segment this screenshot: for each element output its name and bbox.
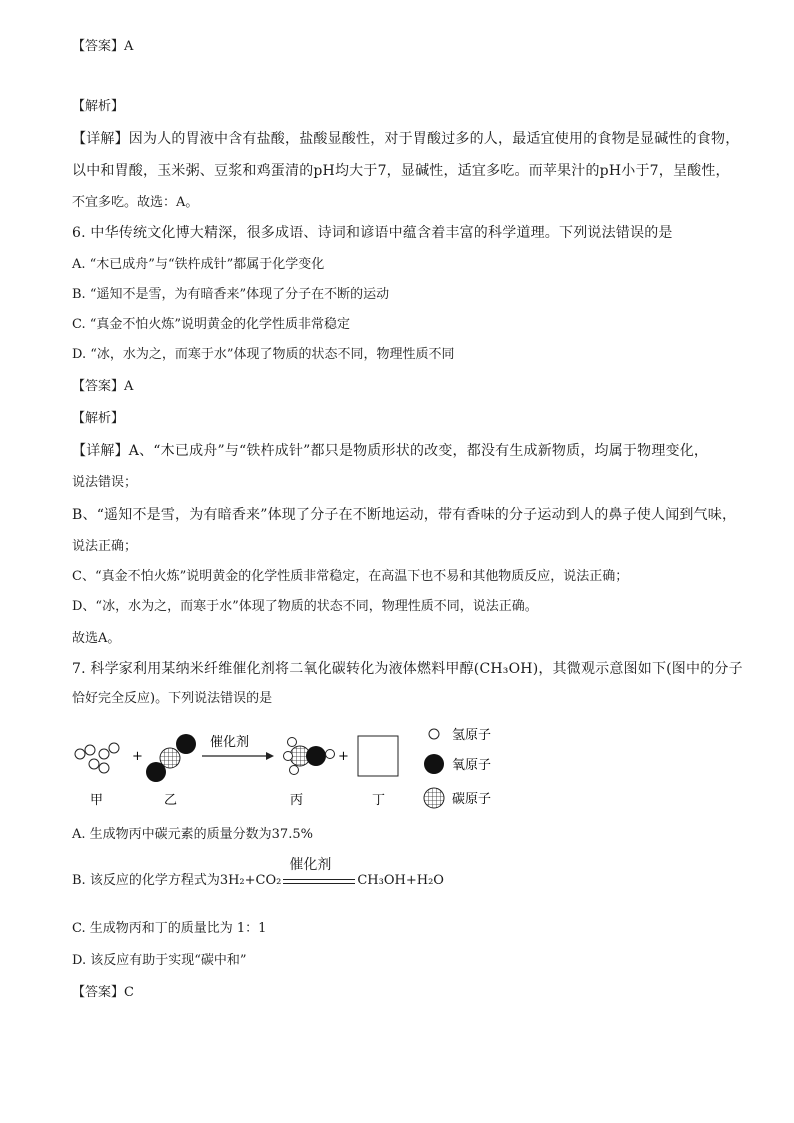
q6-conclusion: 故选A。 <box>72 631 121 646</box>
question-7-cont: 恰好完全反应)。下列说法错误的是 <box>72 691 273 706</box>
q7-option-b-arrow <box>283 856 355 884</box>
catalyst-label: 催化剂 <box>210 735 250 750</box>
reactant-yi-molecule <box>146 734 196 782</box>
question-6: 6. 中华传统文化博大精深，很多成语、诗词和谚语中蕴含着丰富的科学道理。下列说法错误的是 <box>72 225 673 241</box>
line-detail-3: 不宜多吃。故选：A。 <box>72 195 199 210</box>
q6-option-b: B. “遥知不是雪，为有暗香来”体现了分子在不断的运动 <box>72 287 390 302</box>
q6-detail-a-cont: 说法错误； <box>72 475 138 490</box>
legend-hydrogen-symbol <box>429 729 439 739</box>
legend-hydrogen-label: 氢原子 <box>452 728 492 743</box>
q6-detail-b: B、“遥知不是雪，为有暗香来”体现了分子在不断地运动，带有香味的分子运动到人的鼻子使人闻到气味， <box>72 507 737 523</box>
label-bing: 丙 <box>290 793 304 808</box>
q6-analysis: 【解析】 <box>72 411 125 426</box>
q6-option-a: A. “木已成舟”与“铁杵成针”都属于化学变化 <box>72 257 325 272</box>
legend <box>424 728 491 808</box>
reactant-jia-molecules <box>75 743 119 773</box>
legend-oxygen-symbol <box>424 754 444 774</box>
line-answer-1: 【答案】A <box>72 39 134 54</box>
q7-option-b <box>72 856 444 890</box>
q7-option-b-reactants: 3H₂+CO₂ <box>219 873 282 888</box>
q7-option-d: D. 该反应有助于实现“碳中和” <box>72 953 247 968</box>
q7-option-b-products: CH₃OH+H₂O <box>357 873 444 888</box>
label-jia: 甲 <box>90 793 104 808</box>
line-detail-2: 以中和胃酸，玉米粥、豆浆和鸡蛋清的pH均大于7，显碱性，适宜多吃。而苹果汁的pH小于7，呈酸性， <box>72 163 730 179</box>
q7-option-b-catalyst: 催化剂 <box>289 856 332 872</box>
line-analysis-1: 【解析】 <box>72 99 125 114</box>
legend-carbon-symbol <box>424 788 444 808</box>
legend-carbon-label: 碳原子 <box>452 792 492 807</box>
q7-option-c: C. 生成物丙和丁的质量比为 1：1 <box>72 921 267 936</box>
q7-option-a: A. 生成物丙中碳元素的质量分数为37.5% <box>72 827 313 842</box>
q7-option-b-prefix: B. 该反应的化学方程式为 <box>72 873 220 888</box>
question-7: 7. 科学家利用某纳米纤维催化剂将二氧化碳转化为液体燃料甲醇(CH₃OH)，其微观示意图如下(图中的分子 <box>72 661 743 677</box>
plus-sign-2: + <box>338 749 349 764</box>
q6-detail-c: C、“真金不怕火炼”说明黄金的化学性质非常稳定，在高温下也不易和其他物质反应，说法正确； <box>72 569 629 584</box>
label-yi: 乙 <box>164 793 178 808</box>
q7-answer: 【答案】C <box>72 985 134 1000</box>
q6-detail-d: D、“冰，水为之，而寒于水”体现了物质的状态不同，物理性质不同，说法正确。 <box>72 599 538 614</box>
plus-sign-1: + <box>132 749 143 764</box>
reaction-diagram <box>60 720 520 820</box>
line-detail-1: 【详解】因为人的胃液中含有盐酸，盐酸显酸性，对于胃酸过多的人，最适宜使用的食物是显碱性的食物， <box>72 131 740 147</box>
q6-answer: 【答案】A <box>72 379 134 394</box>
q6-option-d: D. “冰，水为之，而寒于水”体现了物质的状态不同，物理性质不同 <box>72 347 455 362</box>
product-ding-box <box>358 736 398 776</box>
label-ding: 丁 <box>372 793 386 808</box>
q6-detail-b-cont: 说法正确； <box>72 539 138 554</box>
reaction-arrow-head <box>266 752 274 760</box>
legend-oxygen-label: 氧原子 <box>452 758 492 773</box>
q6-detail-a: 【详解】A、“木已成舟”与“铁杵成针”都只是物质形状的改变，都没有生成新物质，均属于物理变化， <box>72 443 709 459</box>
q6-option-c: C. “真金不怕火炼”说明黄金的化学性质非常稳定 <box>72 317 351 332</box>
product-bing-molecule <box>284 738 335 775</box>
